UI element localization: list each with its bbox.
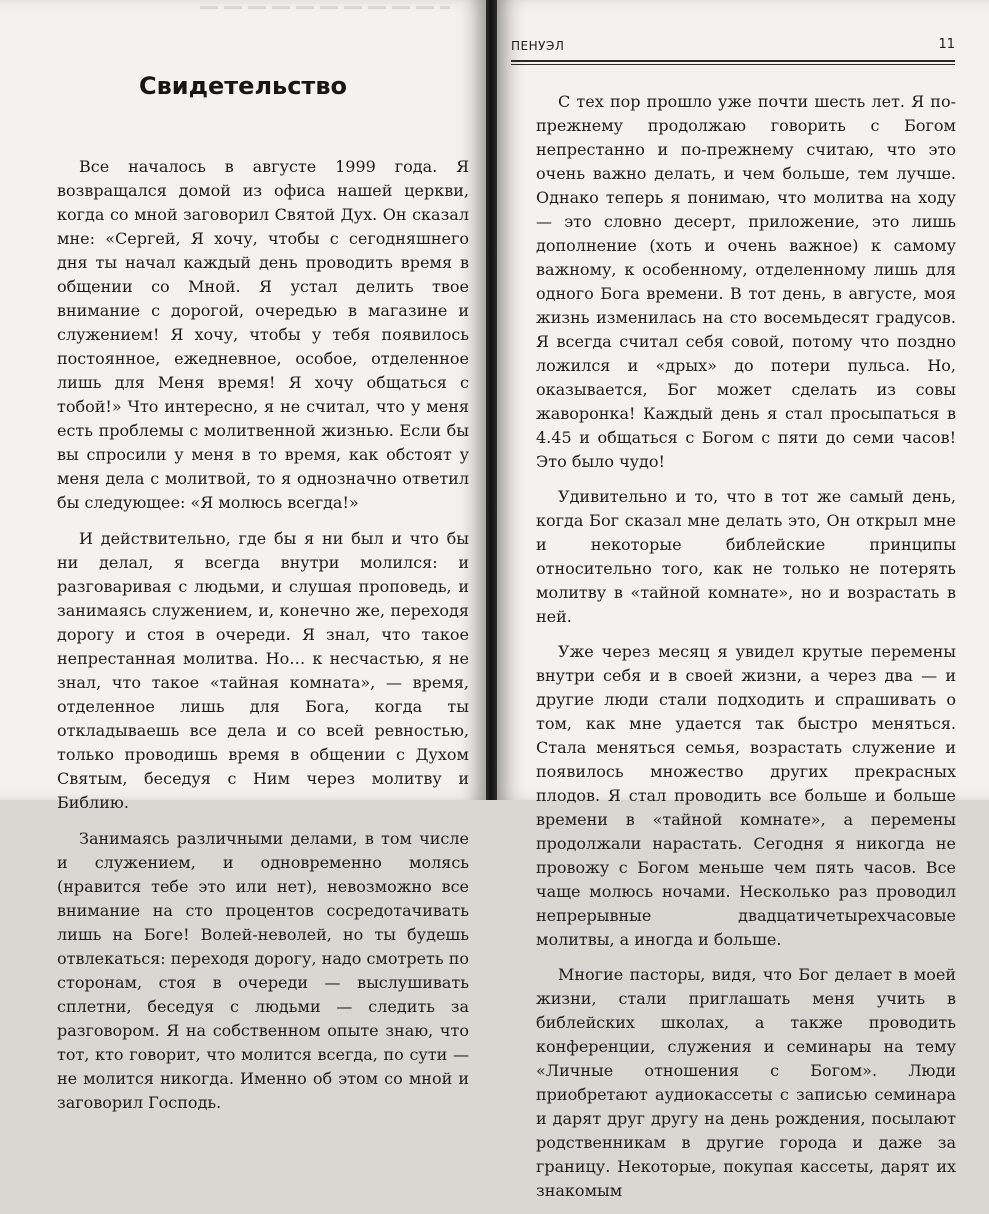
running-head (511, 39, 955, 59)
book-gutter (486, 0, 497, 800)
chapter-title: Свидетельство (138, 72, 348, 100)
paragraph: Многие пасторы, видя, что Бог делает в моей жизни, стали приглашать меня учить в библейских школах, а также проводить конференции, служения и семинары на тему «Личные отношения с Богом». Люди приобретают аудиокассеты с записью семинара и дарят друг другу на день рождения, посылают родственникам в другие города и даже за границу. Некоторые, покупая кассеты, дарят их знакомым (536, 965, 956, 1200)
left-page (0, 0, 486, 1112)
right-page-body (536, 90, 956, 1214)
running-head-title: ПЕНУЭЛ (511, 39, 565, 53)
paragraph: Удивительно и то, что в тот же самый день, когда Бог сказал мне делать это, Он открыл мне и некоторые библейские принципы относительно того, как не только не потерять молитву в «тайной комнате», но и возрастать в ней. (536, 487, 956, 626)
bleed-through-text (200, 6, 450, 9)
paragraph: Все началось в августе 1999 года. Я возвращался домой из офиса нашей церкви, когда со мной заговорил Святой Дух. Он сказал мне: «Сергей, Я хочу, чтобы с сегодняшнего дня ты начал каждый день проводить время в общении со Мной. Я устал делить твое внимание с дорогой, очередью в магазине и служением! Я хочу, чтобы у тебя появилось постоянное, ежедневное, особое, отделенное лишь для Меня время! Я хочу общаться с тобой!» Что интересно, я не считал, что у меня есть проблемы с молитвенной жизнью. Если бы вы спросили у меня в то время, как обстоят у меня дела с молитвой, то я однозначно ответил бы следующее: «Я молюсь всегда!» (57, 157, 469, 512)
paragraph: Занимаясь различными делами, в том числе и служением, и одновременно молясь (нравится тебе это или нет), невозможно все внимание на сто процентов сосредотачивать лишь на Боге! Волей-неволей, но ты будешь отвлекаться: переходя дорогу, надо смотреть по сторонам, стоя в очереди — выслушивать сплетни, беседуя с людьми — следить за разговором. Я на собственном опыте знаю, что тот, кто говорит, что молится всегда, по сути — не молится никогда. Именно об этом со мной и заговорил Господь. (57, 829, 469, 1112)
paragraph: Уже через месяц я увидел крутые перемены внутри себя и в своей жизни, а через два — и другие люди стали подходить и спрашивать о том, как мне удается так быстро меняться. Стала меняться семья, возрастать служение и появилось множество других прекрасных плодов. Я стал проводить все больше и больше времени в «тайной комнате», а перемены продолжали нарастать. Сегодня я никогда не провожу с Богом меньше чем пять часов. Все чаще молюсь ночами. Несколько раз проводил непрерывные двадцатичетырехчасовые молитвы, а иногда и больше. (536, 642, 956, 949)
left-page-body (57, 155, 469, 1127)
page-number: 11 (938, 37, 955, 52)
paragraph: И действительно, где бы я ни был и что бы ни делал, я всегда внутри молился: и разговаривая с людьми, и слушая проповедь, и занимаясь служением, и, конечно же, переходя дорогу и стоя в очереди. Я знал, что такое непрестанная молитва. Но… к несчастью, я не знал, что такое «тайная комната», — время, отделенное лишь для Бога, когда ты откладываешь все дела и со всей ревностью, только проводишь время в общении с Духом Святым, беседуя с Ним через молитву и Библию. (57, 529, 469, 812)
paragraph: С тех пор прошло уже почти шесть лет. Я по-прежнему продолжаю говорить с Богом непрестанно и по-прежнему считаю, что это очень важно делать, и чем больше, тем лучше. Однако теперь я понимаю, что молитва на ходу — это словно десерт, приложение, это лишь дополнение (хоть и очень важное) к самому важному, к особенному, отделенному лишь для одного Бога времени. В тот день, в августе, моя жизнь изменилась на сто восемьдесят градусов. Я всегда считал себя совой, потому что поздно ложился и «дрых» до потери пульса. Но, оказывается, Бог может сделать из совы жаворонка! Каждый день я стал просыпаться в 4.45 и общаться с Богом с пяти до семи часов! Это было чудо! (536, 92, 956, 471)
header-rule (511, 60, 955, 65)
